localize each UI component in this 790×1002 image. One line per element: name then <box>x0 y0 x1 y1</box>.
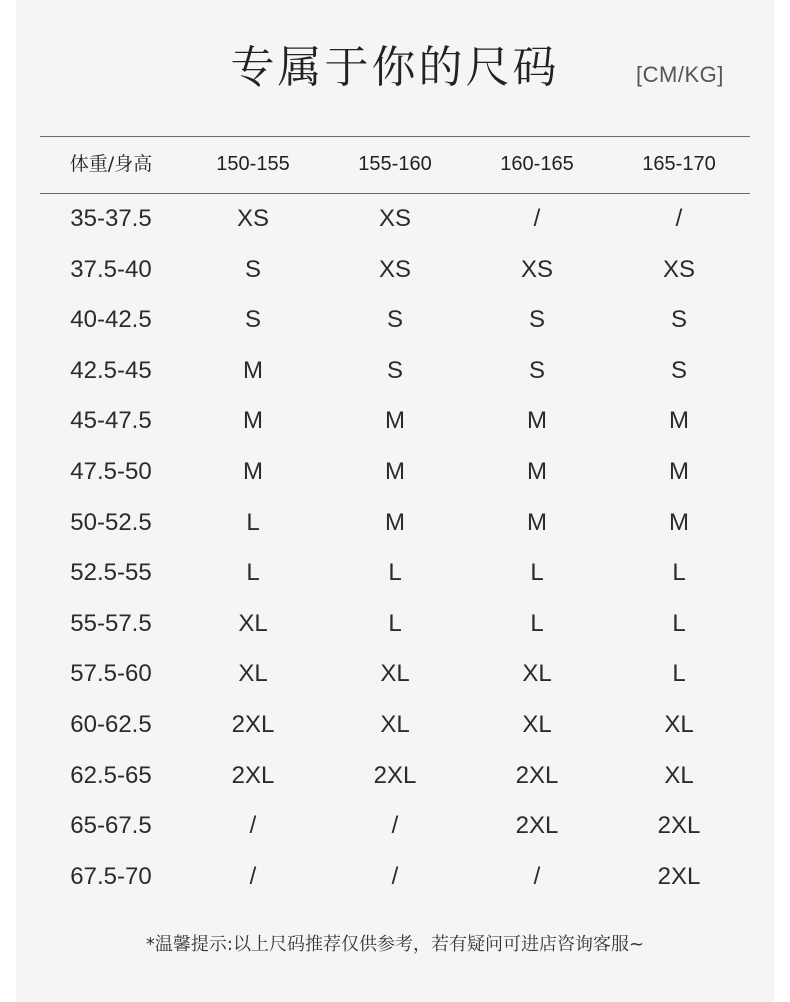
size-cell: L <box>388 609 402 637</box>
size-cell: L <box>388 559 402 587</box>
header-height-range: 160-165 <box>500 153 574 175</box>
size-cell: XS <box>236 205 269 232</box>
weight-range-cell: 50-52.5 <box>70 508 152 536</box>
size-cell: XS <box>662 255 695 283</box>
size-cell: XL <box>238 660 268 688</box>
table-row <box>40 447 750 498</box>
size-cell: XL <box>380 710 410 738</box>
header-weight-height: 体重/身高 <box>69 153 153 175</box>
size-cell: 2XL <box>231 710 275 738</box>
weight-range-cell: 62.5-65 <box>70 761 152 789</box>
size-cell: M <box>385 457 405 485</box>
size-cell: XS <box>378 205 411 232</box>
size-cell: L <box>530 609 544 637</box>
size-cell: S <box>386 356 403 384</box>
size-cell: / <box>249 812 257 840</box>
weight-range-cell: 37.5-40 <box>70 255 152 283</box>
weight-range-cell: 55-57.5 <box>70 609 152 637</box>
size-cell: L <box>530 559 544 587</box>
weight-range-cell: 57.5-60 <box>70 660 152 688</box>
footnote: *温馨提示:以上尺码推荐仅供参考，若有疑问可进店咨询客服~ <box>145 934 645 955</box>
size-cell: L <box>672 559 686 587</box>
table-row <box>40 346 750 397</box>
size-cell: M <box>243 457 263 485</box>
size-cell: XL <box>238 609 268 637</box>
table-row <box>40 801 750 852</box>
table-row <box>40 751 750 802</box>
weight-range-cell: 40-42.5 <box>70 306 152 334</box>
weight-range-cell: 52.5-55 <box>70 559 152 587</box>
size-cell: XL <box>664 761 694 789</box>
size-cell: M <box>243 356 263 384</box>
header-height-range: 150-155 <box>216 153 290 175</box>
size-cell: M <box>385 508 405 536</box>
unit-label: [CM/KG] <box>636 62 724 87</box>
weight-range-cell: 35-37.5 <box>70 205 152 232</box>
table-row <box>40 548 750 599</box>
size-cell: M <box>385 407 405 435</box>
size-cell: L <box>246 508 260 536</box>
size-cell: S <box>670 306 687 334</box>
size-cell: / <box>249 862 257 890</box>
table-row <box>40 245 750 296</box>
table-row <box>40 700 750 751</box>
size-cell: L <box>672 660 686 688</box>
size-cell: S <box>528 356 545 384</box>
weight-range-cell: 42.5-45 <box>70 356 152 384</box>
size-cell: XL <box>522 660 552 688</box>
size-cell: XL <box>664 710 694 738</box>
size-cell: M <box>527 508 547 536</box>
weight-range-cell: 60-62.5 <box>70 710 152 738</box>
size-cell: XL <box>380 660 410 688</box>
weight-range-cell: 47.5-50 <box>70 457 152 485</box>
table-row <box>40 649 750 700</box>
table-row <box>40 498 750 549</box>
table-header <box>40 136 750 193</box>
size-cell: M <box>527 407 547 435</box>
size-cell: / <box>391 862 399 890</box>
size-cell: S <box>670 356 687 384</box>
size-cell: M <box>669 508 689 536</box>
size-cell: M <box>669 457 689 485</box>
size-cell: S <box>244 255 261 283</box>
size-cell: 2XL <box>657 862 701 890</box>
weight-range-cell: 45-47.5 <box>70 407 152 435</box>
size-cell: 2XL <box>231 761 275 789</box>
weight-range-cell: 67.5-70 <box>70 862 152 890</box>
table-row <box>40 599 750 650</box>
size-cell: XS <box>378 255 411 283</box>
size-cell: / <box>533 862 541 890</box>
size-cell: XL <box>522 710 552 738</box>
size-cell: XS <box>520 255 553 283</box>
header-height-range: 155-160 <box>358 153 432 175</box>
table-body <box>40 194 750 902</box>
table-row <box>40 396 750 447</box>
page-title: 专属于你的尺码 <box>230 42 560 93</box>
size-cell: M <box>527 457 547 485</box>
size-cell: S <box>244 306 261 334</box>
size-cell: S <box>386 306 403 334</box>
size-cell: L <box>246 559 260 587</box>
size-cell: 2XL <box>373 761 417 789</box>
table-row <box>40 194 750 245</box>
size-cell: M <box>669 407 689 435</box>
size-cell: / <box>533 205 541 232</box>
size-cell: L <box>672 609 686 637</box>
table-row <box>40 852 750 903</box>
size-cell: S <box>528 306 545 334</box>
table-row <box>40 295 750 346</box>
size-cell: 2XL <box>515 761 559 789</box>
size-cell: / <box>391 812 399 840</box>
size-cell: 2XL <box>657 812 701 840</box>
weight-range-cell: 65-67.5 <box>70 812 152 840</box>
size-cell: 2XL <box>515 812 559 840</box>
size-cell: / <box>675 205 683 232</box>
size-cell: M <box>243 407 263 435</box>
header-height-range: 165-170 <box>642 153 716 175</box>
